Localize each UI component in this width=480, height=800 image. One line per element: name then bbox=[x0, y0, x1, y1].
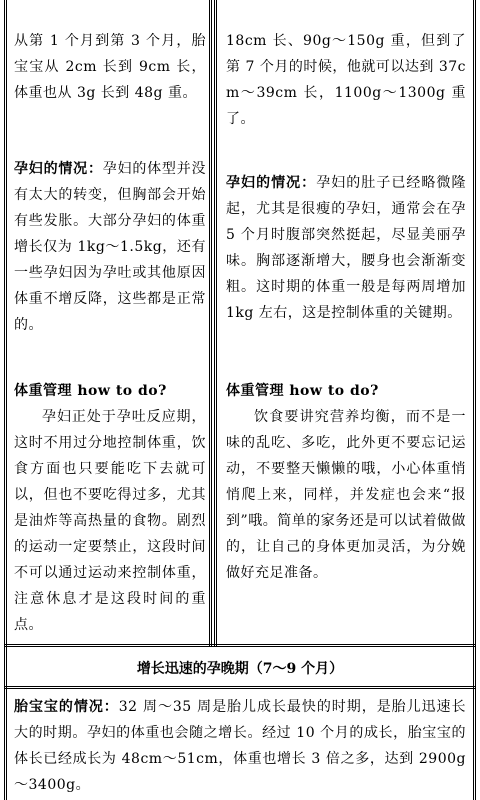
table-divider-top bbox=[4, 644, 476, 647]
right-mother-paragraph bbox=[226, 170, 466, 326]
right-intro-paragraph bbox=[226, 28, 466, 132]
right-intro-text: 18cm 长、90g～150g 重，但到了第 7 个月的时候，他就可以达到 37cm～39cm 长，1100g～1300g 重了。 bbox=[226, 33, 466, 127]
right-mother-label: 孕妇的情况： bbox=[226, 175, 317, 191]
left-intro-paragraph bbox=[14, 28, 206, 106]
left-mother-paragraph bbox=[14, 156, 206, 338]
table-divider-bottom bbox=[4, 686, 476, 689]
left-mother-label: 孕妇的情况： bbox=[14, 161, 103, 177]
baby-text: 32 周～35 周是胎儿成长最快的时期，是胎儿迅速长大的时期。孕妇的体重也会随之增长。经过 10 个月的成长，胎宝宝的体长已经成长为 48cm～51cm，体重也增长 3 倍之多，达到 2900g～3400g。 bbox=[14, 699, 467, 793]
left-mother-text: 孕妇的体型并没有太大的转变，但胸部会开始有些发胀。大部分孕妇的体重增长仅为 1kg～1.5kg，还有一些孕妇因为孕吐或其他原因体重不增反降，这些都是正常的。 bbox=[14, 161, 206, 333]
section-title: 增长迅速的孕晚期（7～9 个月） bbox=[136, 661, 344, 677]
right-mother-text: 孕妇的肚子已经略微隆起，尤其是很瘦的孕妇，通常会在孕 5 个月时腹部突然挺起，尽显美丽孕味。胸部逐渐增大，腰身也会渐渐变粗。这时期的体重一般是每两周增加 1kg 左右，这是控制体重的关键期。 bbox=[226, 175, 467, 321]
baby-label: 胎宝宝的情况： bbox=[14, 699, 119, 715]
right-weight-paragraph: 饮食要讲究营养均衡，而不是一味的乱吃、多吃，此外更不要忘记运动，不要整天懒懒的哦，小心体重悄悄爬上来，同样，并发症也会来“报到”哦。简单的家务还是可以试着做做的，让自己的身体更加灵活，为分娩做好充足准备。 bbox=[226, 409, 466, 581]
left-weight-heading: 体重管理 how to do? bbox=[14, 383, 167, 399]
right-weight-heading: 体重管理 how to do? bbox=[226, 383, 379, 399]
left-weight-paragraph: 孕妇正处于孕吐反应期，这时不用过分地控制体重，饮食方面也只要能吃下去就可以，但也不要吃得过多，尤其是油炸等高热量的食物。剧烈的运动一定要禁止，这段时间不可以通过运动来控制体重，注意休息才是这段时间的重点。 bbox=[14, 409, 206, 633]
left-intro-text: 从第 1 个月到第 3 个月，胎宝宝从 2cm 长到 9cm 长，体重也从 3g 长到 48g 重。 bbox=[14, 33, 206, 101]
baby-paragraph bbox=[14, 694, 466, 798]
